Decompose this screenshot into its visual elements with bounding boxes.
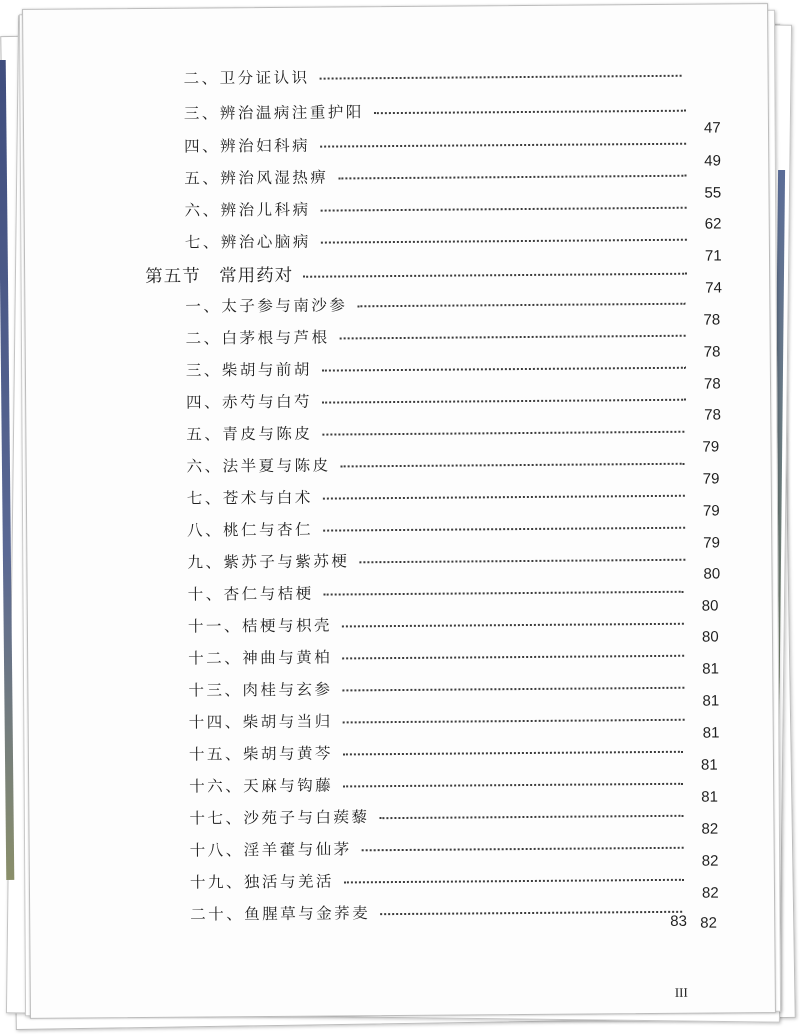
toc-entry-title: 五、青皮与陈皮 [186, 424, 313, 444]
toc-entry-title: 二、白茅根与芦根 [185, 328, 330, 348]
toc-entry-row [186, 323, 692, 349]
toc-entry-page: 74 [705, 279, 723, 297]
toc-entry-title: 二、卫分证认识 [183, 68, 310, 88]
dot-leader [342, 687, 684, 692]
dot-leader [303, 273, 687, 278]
toc-entry-title: 九、紫苏子与紫苏梗 [187, 552, 350, 572]
toc-entry-title: 六、法半夏与陈皮 [186, 456, 331, 476]
toc-entry-row [189, 803, 689, 829]
toc-entry-page: 80 [701, 597, 719, 615]
dot-leader [380, 911, 682, 915]
toc-entry-row [190, 899, 688, 925]
toc-entry-title: 十、杏仁与桔梗 [187, 584, 314, 604]
dot-leader [320, 75, 682, 80]
dot-leader [342, 655, 684, 660]
dot-leader [323, 495, 685, 500]
toc-entry-page: 80 [701, 628, 719, 646]
toc-entry-row [186, 419, 690, 445]
toc-entry-title: 四、赤芍与白芍 [186, 392, 313, 412]
toc-entry-title: 四、辨治妇科病 [184, 136, 311, 156]
toc-entry-page: 78 [703, 375, 721, 393]
dot-leader [379, 815, 683, 819]
toc-entry-row [186, 387, 692, 413]
toc-entry-row [185, 195, 693, 221]
toc-entry-row [189, 771, 689, 797]
dot-leader [343, 783, 683, 788]
toc-entry-page: 78 [703, 311, 721, 329]
toc-entry-page: 47 [703, 119, 721, 137]
table-of-contents [23, 4, 767, 932]
toc-entry-row [188, 611, 690, 637]
toc-entry-title: 第五节 常用药对 [145, 265, 294, 287]
dot-leader [357, 303, 685, 308]
toc-entry-title: 十六、天麻与钩藤 [189, 776, 334, 796]
page-number: III [674, 984, 688, 1000]
toc-trailing-page: 83 [670, 912, 687, 930]
toc-entry-title: 三、柴胡与前胡 [185, 360, 312, 380]
dot-leader [320, 143, 686, 148]
dot-leader [342, 623, 684, 628]
dot-leader [362, 847, 684, 852]
toc-entry-page: 81 [700, 756, 718, 774]
toc-entry-page: 79 [702, 438, 720, 456]
toc-entry-page: 78 [703, 343, 721, 361]
toc-entry-page: 82 [701, 852, 719, 870]
toc-entry-page: 62 [704, 215, 722, 233]
toc-entry-row [185, 291, 691, 317]
toc-entry-row [184, 131, 692, 157]
toc-entry-page: 81 [702, 660, 720, 678]
toc-entry-title: 一、太子参与南沙参 [185, 296, 348, 316]
toc-entry-row [186, 355, 692, 381]
dot-leader [338, 175, 686, 180]
dot-leader [343, 751, 683, 756]
toc-entry-row [184, 163, 692, 189]
toc-entry-page: 78 [704, 406, 722, 424]
toc-entry-title: 七、辨治心脑病 [184, 232, 311, 252]
toc-entry-title: 十一、桔梗与枳壳 [187, 616, 332, 636]
toc-entry-title: 十三、肉桂与玄参 [188, 680, 333, 700]
toc-entry-page: 82 [700, 914, 717, 932]
dot-leader [322, 367, 686, 372]
toc-entry-page: 81 [701, 788, 719, 806]
dot-leader [340, 335, 686, 340]
toc-entry-row [185, 227, 693, 253]
toc-entry-row [189, 739, 689, 765]
dot-leader [321, 239, 687, 244]
dot-leader [324, 591, 684, 596]
toc-entry-page: 71 [704, 247, 722, 265]
toc-entry-page: 80 [703, 565, 721, 583]
toc-entry-page: 49 [704, 152, 722, 170]
toc-entry-title: 八、桃仁与杏仁 [187, 520, 314, 540]
toc-entry-row [188, 579, 690, 605]
toc-entry-row [187, 451, 691, 477]
dot-leader [322, 399, 686, 404]
toc-entry-title: 十八、淫羊藿与仙茅 [189, 840, 352, 860]
dot-leader [322, 431, 684, 436]
toc-entry-row [188, 643, 690, 669]
toc-entry-page: 81 [702, 692, 720, 710]
toc-entry-row [188, 675, 690, 701]
dot-leader [321, 207, 687, 212]
dot-leader [344, 879, 684, 884]
dot-leader [374, 110, 686, 114]
toc-entry-title: 十四、柴胡与当归 [188, 712, 333, 732]
toc-entry-row [187, 483, 691, 509]
toc-page [22, 3, 776, 1019]
toc-section-row [145, 259, 693, 288]
toc-entry-title: 七、苍术与白术 [186, 488, 313, 508]
toc-entry-title: 二十、鱼腥草与金荞麦 [190, 904, 371, 924]
toc-entry-title: 三、辨治温病注重护阳 [183, 103, 364, 123]
toc-entry-title: 十七、沙苑子与白蒺藜 [189, 808, 370, 828]
toc-entry-row [184, 98, 692, 124]
toc-entry-page: 79 [702, 502, 720, 520]
dot-leader [341, 463, 685, 468]
toc-entry-page: 79 [702, 470, 720, 488]
dot-leader [343, 719, 685, 724]
toc-entry-title: 十二、神曲与黄柏 [188, 648, 333, 668]
toc-entry-title: 五、辨治风湿热痹 [184, 168, 329, 188]
toc-entry-row [190, 867, 690, 893]
toc-entry-title: 十五、柴胡与黄芩 [188, 744, 333, 764]
toc-entry-page: 82 [701, 820, 719, 838]
toc-entry-page: 81 [702, 724, 720, 742]
toc-entry-page: 79 [703, 534, 721, 552]
toc-entry-page: 55 [704, 184, 722, 202]
toc-entry-page: 82 [701, 884, 719, 902]
toc-entry-row [184, 63, 688, 89]
toc-entry-row [187, 547, 691, 573]
dot-leader [323, 527, 685, 532]
toc-entry-title: 六、辨治儿科病 [184, 200, 311, 220]
toc-entry-row [190, 835, 690, 861]
dot-leader [359, 559, 685, 564]
toc-entry-row [187, 515, 691, 541]
toc-entry-title: 十九、独活与羌活 [189, 872, 334, 892]
toc-entry-row [189, 707, 691, 733]
